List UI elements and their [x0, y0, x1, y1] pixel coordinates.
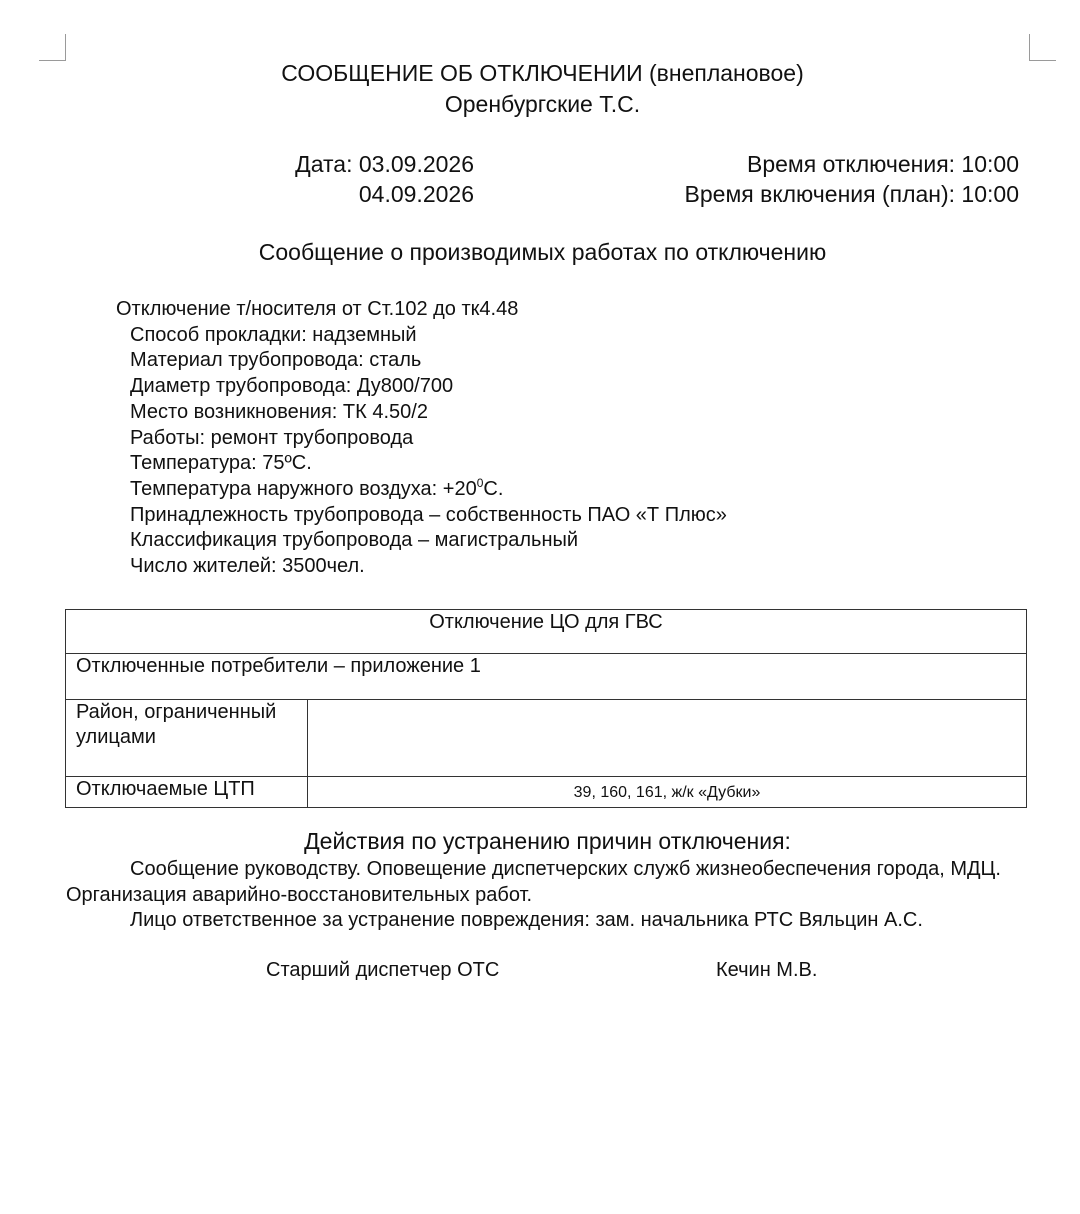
detail-laying: Способ прокладки: надземный [130, 323, 417, 346]
actions-text [66, 857, 1041, 934]
table-row [66, 610, 1027, 654]
works-details [116, 297, 727, 580]
detail-material: Материал трубопровода: сталь [130, 349, 422, 372]
ctp-label-cell: Отключаемые ЦТП [66, 777, 308, 808]
signature-name: Кечин М.В. [716, 959, 818, 981]
ctp-value-cell: 39, 160, 161, ж/к «Дубки» [308, 777, 1027, 808]
table-row [66, 654, 1027, 700]
area-label-cell: Район, ограниченный улицами [66, 700, 308, 777]
detail-residents: Число жителей: 3500чел. [130, 555, 365, 578]
margin-corner-mark-top-left [39, 34, 66, 61]
detail-job: Работы: ремонт трубопровода [130, 426, 414, 449]
consumers-cell: Отключенные потребители – приложение 1 [66, 654, 1027, 700]
table-header-cell: Отключение ЦО для ГВС [66, 610, 1027, 654]
detail-classification: Классификация трубопровода – магистральный [130, 529, 579, 552]
document-title: СООБЩЕНИЕ ОБ ОТКЛЮЧЕНИИ (внеплановое) [281, 60, 804, 86]
restore-time: Время включения (план): 10:00 [684, 181, 1019, 207]
dates-block [260, 149, 474, 209]
works-section-title: Сообщение о производимых работах по отключению [258, 239, 827, 265]
detail-temperature: Температура: 75ºС. [130, 452, 312, 475]
shutdown-time: Время отключения: 10:00 [746, 151, 1019, 177]
restore-date: 04.09.2026 [358, 181, 474, 207]
outdoor-temp-suffix: С. [483, 477, 504, 500]
actions-paragraph-1: Сообщение руководству. Оповещение диспетчерских служб жизнеобеспечения города, МДЦ. Организация аварийно-восстановительных работ. [66, 858, 1001, 906]
actions-paragraph-2: Лицо ответственное за устранение повреждения: зам. начальника РТС Вяльцин А.С. [130, 909, 923, 932]
actions-title: Действия по устранению причин отключения: [304, 828, 791, 854]
detail-main: Отключение т/носителя от Ст.102 до тк4.48 [116, 298, 519, 320]
table-row [66, 777, 1027, 808]
table-row [66, 700, 1027, 777]
detail-ownership: Принадлежность трубопровода – собственность ПАО «Т Плюс» [130, 503, 727, 526]
detail-location: Место возникновения: ТК 4.50/2 [130, 400, 428, 423]
shutdown-table [65, 609, 1027, 808]
document-subtitle: Оренбургские Т.С. [444, 91, 641, 117]
area-value-cell [308, 700, 1027, 777]
signature-position: Старший диспетчер ОТС [266, 959, 500, 981]
outdoor-temp-superscript: 0 [476, 475, 484, 490]
times-block [600, 149, 1019, 209]
margin-corner-mark-top-right [1029, 34, 1056, 61]
shutdown-date: Дата: 03.09.2026 [295, 151, 474, 177]
detail-outdoor-temperature [116, 477, 727, 503]
outdoor-temp-prefix: Температура наружного воздуха: +20 [130, 477, 477, 500]
detail-diameter: Диаметр трубопровода: Ду800/700 [130, 375, 454, 398]
